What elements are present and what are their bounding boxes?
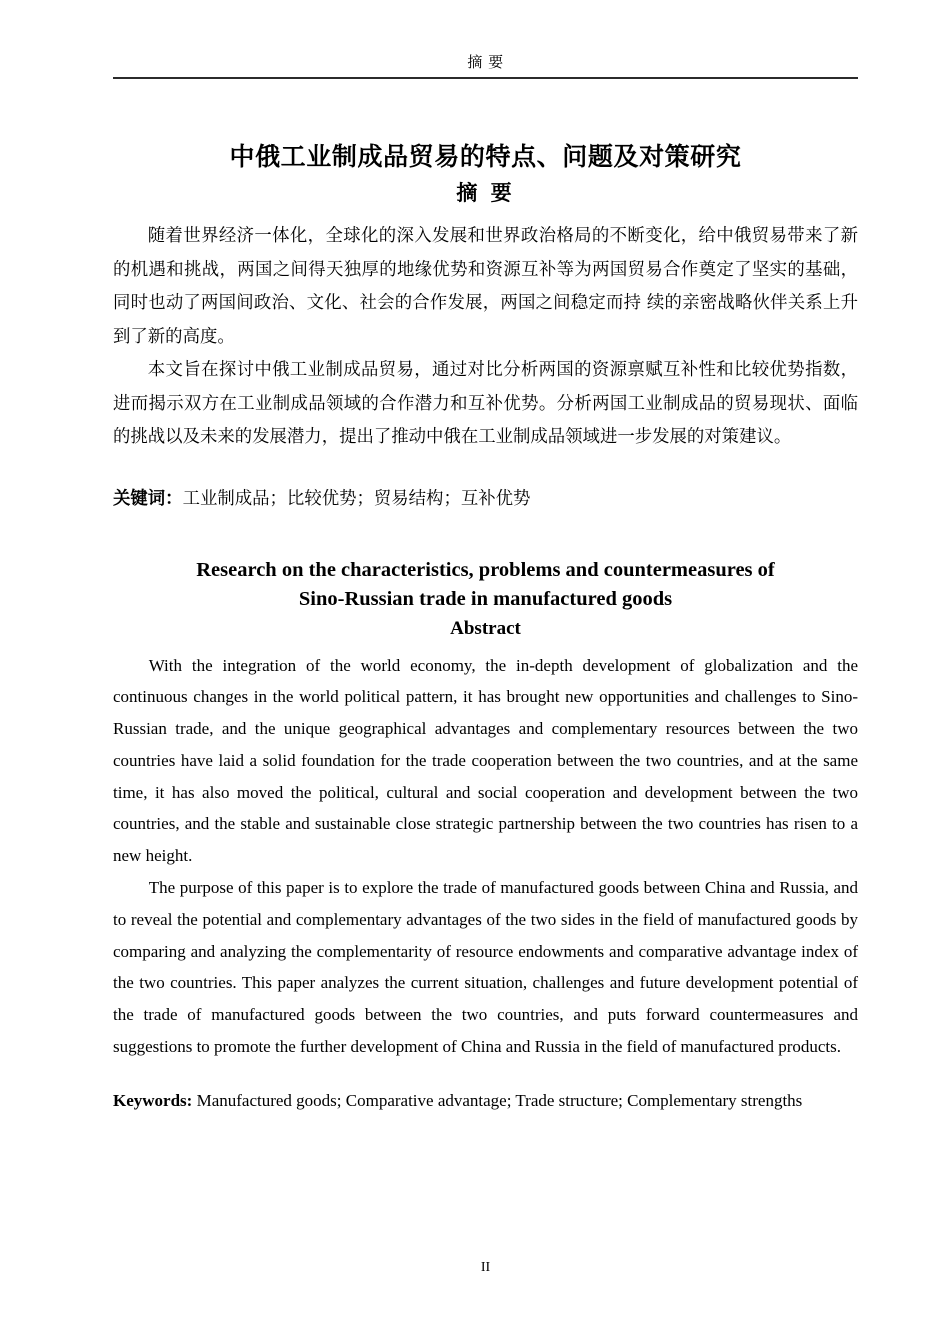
page-footer	[113, 1258, 858, 1277]
english-keywords-label: Keywords:	[113, 1090, 193, 1110]
english-title-line-1: Research on the characteristics, problems and countermeasures of	[196, 558, 775, 581]
running-head: 摘 要	[467, 53, 504, 71]
chinese-title: 中俄工业制成品贸易的特点、问题及对策研究	[229, 142, 742, 171]
english-abstract-heading: Abstract	[450, 617, 521, 639]
english-title-line-2: Sino-Russian trade in manufactured goods	[298, 587, 673, 610]
header-divider	[113, 77, 858, 79]
chinese-keywords-line	[113, 483, 858, 516]
english-title	[113, 556, 858, 614]
chinese-keywords-value: 工业制成品；比较优势；贸易结构；互补优势	[182, 488, 531, 509]
chinese-keywords-label: 关键词：	[113, 488, 183, 509]
chinese-paragraph: 本文旨在探讨中俄工业制成品贸易，通过对比分析两国的资源禀赋互补性和比较优势指数，进而揭示双方在工业制成品领域的合作潜力和互补优势。分析两国工业制成品的贸易现状、面临的挑战以及未来的发展潜力，提出了推动中俄在工业制成品领域进一步发展的对策建议。	[113, 360, 858, 447]
chinese-abstract-heading: 摘 要	[456, 180, 515, 205]
chinese-paragraph: 随着世界经济一体化，全球化的深入发展和世界政治格局的不断变化，给中俄贸易带来了新的机遇和挑战，两国之间得天独厚的地缘优势和资源互补等为两国贸易合作奠定了坚实的基础，同时也动了两国间政治、文化、社会的合作发展，两国之间稳定而持 续的亲密战略伙伴关系上升到了新的高度。	[113, 226, 858, 347]
english-keywords-line	[113, 1085, 858, 1117]
english-keywords-value: Manufactured goods; Comparative advantage; Trade structure; Complementary strengths	[196, 1090, 803, 1110]
page-header	[113, 52, 858, 79]
english-paragraph: The purpose of this paper is to explore the trade of manufactured goods between China and Russia, and to reveal the potential and complementary advantages of the two sides in the field of manufactured goods by comparing and analyzing the complementarity of resource endowments and comparative advantage index of the two countries. This paper analyzes the current situation, challenges and future development potential of the trade of manufactured goods between the two countries, and puts forward countermeasures and suggestions to promote the further development of China and Russia in the field of manufactured products.	[113, 878, 858, 1057]
page-number: II	[480, 1260, 491, 1275]
english-paragraph: With the integration of the world economy, the in-depth development of globalization and the continuous changes in the world political pattern, it has brought new opportunities and challenges to Sino-Russian trade, and the unique geographical advantages and complementary resources between the two countries have laid a solid foundation for the trade cooperation between the two countries, and at the same time, it has also moved the political, cultural and social cooperation and development between the two countries, and the stable and sustainable close strategic partnership between the two countries has risen to a new height.	[113, 655, 858, 866]
page-content	[113, 140, 858, 1134]
